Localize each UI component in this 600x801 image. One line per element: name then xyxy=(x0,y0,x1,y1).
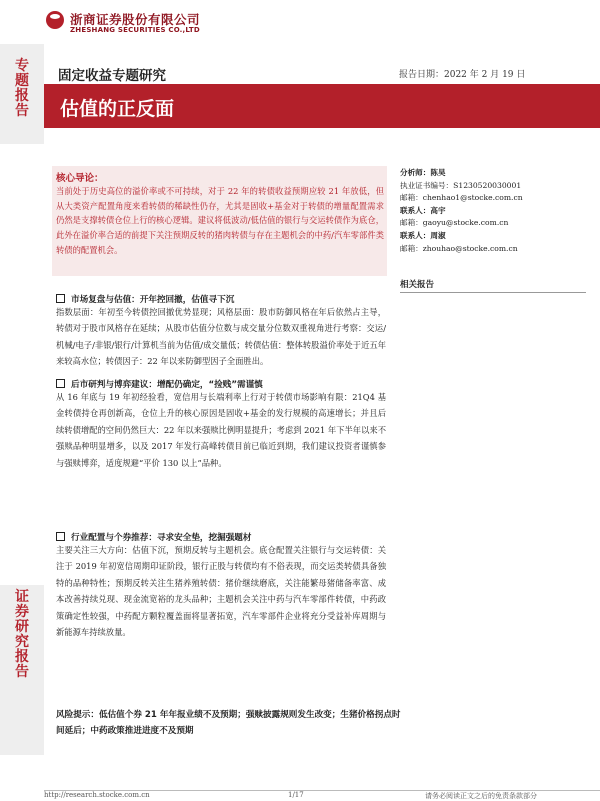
section-1-heading-text: 市场复盘与估值：开年控回撤，估值寻下沉 xyxy=(71,295,235,305)
section-3-heading-text: 行业配置与个券推荐：寻求安全垫，挖掘强题材 xyxy=(71,533,252,543)
section-2-heading-text: 后市研判与博弈建议：增配仍确定，“捡贱”需谨慎 xyxy=(71,380,263,390)
contact-2-email[interactable]: 邮箱：zhouhao@stocke.com.cn xyxy=(400,243,518,253)
page-number: 1/17 xyxy=(288,791,304,799)
company-name-cn: 浙商证券股份有限公司 xyxy=(70,12,201,27)
side-label-top: 专题报告 xyxy=(15,58,29,119)
analyst-info xyxy=(400,167,586,255)
section-2-body: 从 16 年底与 19 年初经验看，宽信用与长端利率上行对于转债市场影响有限：21Q4 基金转债持仓再创新高，仓位上升的核心原因是固收+基金的发行规模的高速增长；并且后续转债增配的空间仍然巨大：22 年以来强赎比例明显提升；考虑到 2021 年下半年以来不强赎品种明显增多，以及 2017 年发行高峰转债目前已临近到期，我们建议投资者谨慎参与强赎博弈，适度规避“平价 130 以上”品种。 xyxy=(56,392,386,468)
analyst-name: 分析师：陈昊 xyxy=(400,168,446,177)
company-logo-mark xyxy=(50,14,60,19)
section-3-body: 主要关注三大方向：估值下沉，预期反转与主题机会。底仓配置关注银行与交运转债：关注于 2019 年初宽信周期印证阶段，银行正股与转债均有不俗表现，而交运类转债具备独特的品种特性；预期反转关注生猪养殖转债：猪价继续磨底，关注能繁母猪储备率富、成本改善持续兑现、现金流宽裕的龙头品种；主题机会关注中药与汽车零部件转债，中药政策确定性较强，中药配方颗粒覆盖面将显著拓宽，汽车零部件企业将充分受益补库周期与新能源车持续放量。 xyxy=(56,545,386,638)
square-bullet-icon xyxy=(56,532,65,541)
analyst-email[interactable]: 邮箱：chenhao1@stocke.com.cn xyxy=(400,193,523,203)
related-divider xyxy=(400,292,586,293)
summary-text: 当前处于历史高位的溢价率或不可持续，对于 22 年的转债收益预期应较 21 年放低，但从大类资产配置角度来看转债的稀缺性仍存，尤其是固收+基金对于转债的增量配置需求仍然是支撑转债仓位上行的核心逻辑。建议将低波动/低估值的银行与交运转债作为底仓，此外在溢价率合适的前提下关注预期反转的猪肉转债与存在主题机会的中药/汽车零部件类转债的配置机会。 xyxy=(56,186,384,255)
summary-title: 核心导论： xyxy=(56,173,104,184)
disclaimer-note: 请务必阅读正文之后的免责条款部分 xyxy=(425,792,537,800)
analyst-cert: 执业证书编号：S1230520030001 xyxy=(400,180,522,190)
side-label-bottom: 证券研究报告 xyxy=(15,589,29,680)
contact-1: 联系人：高宇 xyxy=(400,205,446,215)
square-bullet-icon xyxy=(56,294,65,303)
square-bullet-icon xyxy=(56,379,65,388)
footer-url[interactable]: http://research.stocke.com.cn xyxy=(44,791,150,799)
company-name-en: ZHESHANG SECURITIES CO.,LTD xyxy=(70,26,200,34)
contact-1-email[interactable]: 邮箱：gaoyu@stocke.com.cn xyxy=(400,218,509,228)
risk-warning: 风险提示：低估值个券 21 年年报业绩不及预期；强赎披露规则发生改变；生猪价格拐点时间延后；中药政策推进进度不及预期 xyxy=(56,710,401,736)
report-date: 报告日期：2022 年 2 月 19 日 xyxy=(399,70,526,80)
page-title: 估值的正反面 xyxy=(60,98,175,120)
related-reports-title: 相关报告 xyxy=(400,280,435,290)
section-1-body: 指数层面：年初至今转债控回撤优势显现；风格层面：股市防御风格在年后依然占主导，转债对于股市风格存在延续；从股市估值分位数与成交量分位数双重视角进行考察：交运/机械/电子/非银/银行/计算机当前为估值/成交量低；转债估值：整体转股溢价率处于近五年来较高水位；转债因子：22 年以来防御型因子全面胜出。 xyxy=(56,307,386,367)
report-type: 固定收益专题研究 xyxy=(58,68,166,84)
contact-2: 联系人：周淑 xyxy=(400,230,446,240)
